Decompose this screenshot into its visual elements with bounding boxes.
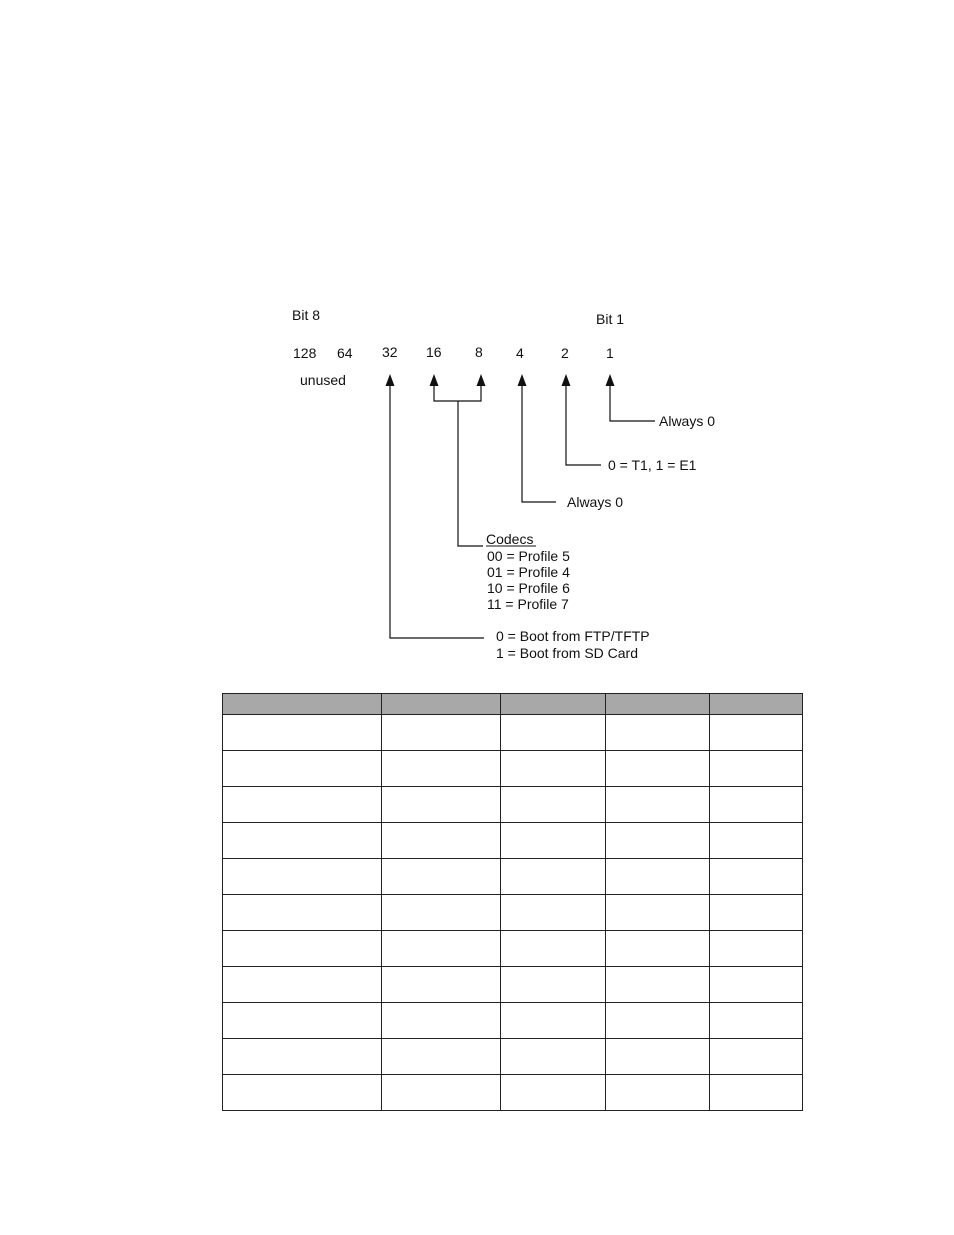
table-cell: [710, 787, 803, 823]
bit1-meaning: Always 0: [659, 413, 716, 429]
table-cell: [382, 1003, 501, 1039]
table-cell: [501, 931, 606, 967]
table-cell: [223, 895, 382, 931]
connector-codec-bracket: [434, 386, 481, 401]
table-cell: [710, 931, 803, 967]
connector-bit-1: [610, 386, 655, 421]
arrow-bit-16: [430, 374, 439, 386]
table-cell: [223, 1075, 382, 1111]
arrow-bit-32: [386, 374, 395, 386]
codec-line: 01 = Profile 4: [487, 564, 570, 580]
table-header-cell: [501, 694, 606, 715]
table-row: [223, 823, 803, 859]
connector-bit-3: [522, 386, 556, 502]
table-row: [223, 1003, 803, 1039]
table-header-cell: [223, 694, 382, 715]
table-cell: [606, 1039, 710, 1075]
arrow-bit-8: [477, 374, 486, 386]
codecs-title: Codecs: [486, 531, 534, 547]
data-table: [222, 693, 803, 1111]
bit-value-64: 64: [337, 345, 353, 361]
table-row: [223, 751, 803, 787]
table-cell: [606, 931, 710, 967]
bit2-meaning: 0 = T1, 1 = E1: [608, 457, 697, 473]
table-cell: [382, 967, 501, 1003]
codec-line: 11 = Profile 7: [487, 596, 569, 612]
table-cell: [223, 1003, 382, 1039]
table-cell: [501, 1075, 606, 1111]
boot-line: 1 = Boot from SD Card: [496, 645, 639, 661]
table-cell: [710, 859, 803, 895]
table-cell: [223, 787, 382, 823]
bit-value-1: 1: [606, 345, 614, 361]
table-row: [223, 787, 803, 823]
bit-value-16: 16: [426, 344, 442, 360]
table-cell: [710, 715, 803, 751]
table-cell: [223, 1039, 382, 1075]
table-cell: [710, 1003, 803, 1039]
table-cell: [606, 859, 710, 895]
table-row: [223, 895, 803, 931]
table-cell: [606, 823, 710, 859]
table-cell: [710, 1075, 803, 1111]
boot-line: 0 = Boot from FTP/TFTP: [496, 628, 650, 644]
table-row: [223, 1075, 803, 1111]
bit8-label: Bit 8: [292, 307, 321, 323]
connector-bit-32: [390, 386, 484, 638]
table-cell: [501, 787, 606, 823]
table-header-cell: [606, 694, 710, 715]
table-cell: [223, 931, 382, 967]
table-cell: [606, 1075, 710, 1111]
table-cell: [382, 895, 501, 931]
bit3-meaning: Always 0: [567, 494, 624, 510]
table-cell: [501, 895, 606, 931]
table-cell: [382, 715, 501, 751]
table-cell: [606, 1003, 710, 1039]
table-cell: [501, 1039, 606, 1075]
table-header-row: [223, 694, 803, 715]
table-cell: [501, 967, 606, 1003]
bit-value-2: 2: [561, 345, 569, 361]
connector-codecs: [458, 401, 483, 546]
table-cell: [606, 715, 710, 751]
table-cell: [501, 715, 606, 751]
table-row: [223, 859, 803, 895]
table-cell: [223, 715, 382, 751]
table-cell: [223, 967, 382, 1003]
table-cell: [382, 823, 501, 859]
table-cell: [501, 1003, 606, 1039]
bit-value-32: 32: [382, 344, 398, 360]
bit1-label: Bit 1: [596, 311, 625, 327]
bit-value-8: 8: [475, 344, 483, 360]
table-cell: [382, 787, 501, 823]
table-cell: [382, 1039, 501, 1075]
table-cell: [606, 967, 710, 1003]
arrow-bit-4: [518, 374, 527, 386]
table-cell: [710, 967, 803, 1003]
table-row: [223, 967, 803, 1003]
table-cell: [710, 751, 803, 787]
table-cell: [710, 1039, 803, 1075]
table-cell: [606, 787, 710, 823]
table-cell: [501, 859, 606, 895]
table-cell: [382, 1075, 501, 1111]
table-cell: [606, 751, 710, 787]
table-cell: [382, 931, 501, 967]
table-cell: [501, 751, 606, 787]
bit-value-4: 4: [516, 345, 524, 361]
table-cell: [710, 895, 803, 931]
table-header-cell: [710, 694, 803, 715]
bit-value-128: 128: [293, 345, 317, 361]
table-cell: [606, 895, 710, 931]
table-cell: [223, 859, 382, 895]
table-cell: [382, 751, 501, 787]
table-row: [223, 715, 803, 751]
table-row: [223, 1039, 803, 1075]
unused-label: unused: [300, 372, 346, 388]
codec-line: 10 = Profile 6: [487, 580, 570, 596]
connector-bit-2: [566, 386, 601, 465]
table-cell: [382, 859, 501, 895]
arrow-bit-1: [606, 374, 615, 386]
codec-line: 00 = Profile 5: [487, 548, 570, 564]
table-cell: [223, 823, 382, 859]
table-cell: [501, 823, 606, 859]
arrow-bit-2: [562, 374, 571, 386]
table-header-cell: [382, 694, 501, 715]
table-row: [223, 931, 803, 967]
table-cell: [223, 751, 382, 787]
table-cell: [710, 823, 803, 859]
